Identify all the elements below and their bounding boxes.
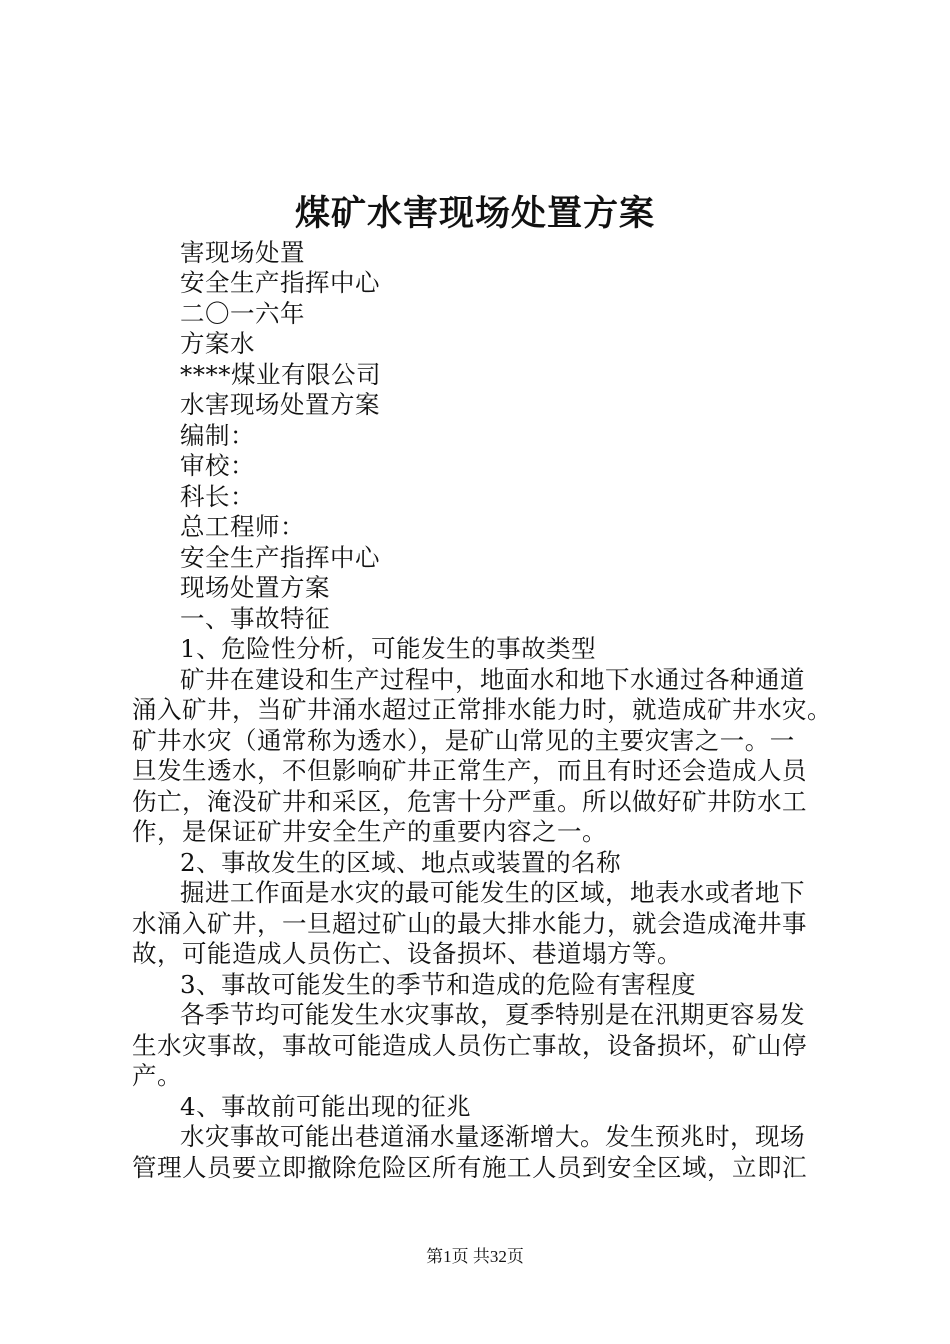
cover-line: 害现场处置 bbox=[180, 238, 305, 267]
cover-line: 总工程师： bbox=[180, 512, 305, 541]
section-heading: 一、事故特征 bbox=[180, 604, 330, 633]
cover-line: 方案水 bbox=[180, 329, 255, 358]
paragraph-line: 矿井在建设和生产过程中，地面水和地下水通过各种通道 bbox=[180, 665, 805, 694]
paragraph-line: 生水灾事故，事故可能造成人员伤亡事故，设备损坏，矿山停 bbox=[132, 1031, 807, 1060]
cover-line: 二〇一六年 bbox=[180, 299, 305, 328]
paragraph-line: 掘进工作面是水灾的最可能发生的区域，地表水或者地下 bbox=[180, 878, 805, 907]
paragraph-line: 作，是保证矿井安全生产的重要内容之一。 bbox=[132, 817, 607, 846]
subsection-heading: 3、事故可能发生的季节和造成的危险有害程度 bbox=[180, 970, 697, 999]
subsection-heading: 4、事故前可能出现的征兆 bbox=[180, 1092, 472, 1121]
paragraph-line: 各季节均可能发生水灾事故，夏季特别是在汛期更容易发 bbox=[180, 1000, 805, 1029]
document-title: 煤矿水害现场处置方案 bbox=[294, 193, 655, 234]
paragraph-line: 产。 bbox=[132, 1061, 182, 1090]
cover-line: 编制： bbox=[180, 421, 255, 450]
cover-line: 安全生产指挥中心 bbox=[180, 268, 380, 297]
paragraph-line: 故，可能造成人员伤亡、设备损坏、巷道塌方等。 bbox=[132, 939, 682, 968]
cover-line: 现场处置方案 bbox=[180, 573, 330, 602]
cover-line: ****煤业有限公司 bbox=[180, 360, 381, 389]
paragraph-line: 矿井水灾（通常称为透水），是矿山常见的主要灾害之一。一 bbox=[132, 726, 795, 755]
cover-line: 水害现场处置方案 bbox=[180, 390, 380, 419]
cover-line: 审校： bbox=[180, 451, 255, 480]
page-number-footer: 第1页 共32页 bbox=[426, 1247, 524, 1266]
paragraph-line: 水灾事故可能出巷道涌水量逐渐增大。发生预兆时，现场 bbox=[180, 1122, 805, 1151]
cover-line: 科长： bbox=[180, 482, 255, 511]
paragraph-line: 涌入矿井，当矿井涌水超过正常排水能力时，就造成矿井水灾。 bbox=[132, 695, 832, 724]
paragraph-line: 旦发生透水，不但影响矿井正常生产，而且有时还会造成人员 bbox=[132, 756, 807, 785]
subsection-heading: 1、危险性分析，可能发生的事故类型 bbox=[180, 634, 597, 663]
cover-line: 安全生产指挥中心 bbox=[180, 543, 380, 572]
paragraph-line: 伤亡，淹没矿井和采区，危害十分严重。所以做好矿井防水工 bbox=[132, 787, 807, 816]
subsection-heading: 2、事故发生的区域、地点或装置的名称 bbox=[180, 848, 622, 877]
paragraph-line: 管理人员要立即撤除危险区所有施工人员到安全区域，立即汇 bbox=[132, 1153, 807, 1182]
paragraph-line: 水涌入矿井，一旦超过矿山的最大排水能力，就会造成淹井事 bbox=[132, 909, 807, 938]
